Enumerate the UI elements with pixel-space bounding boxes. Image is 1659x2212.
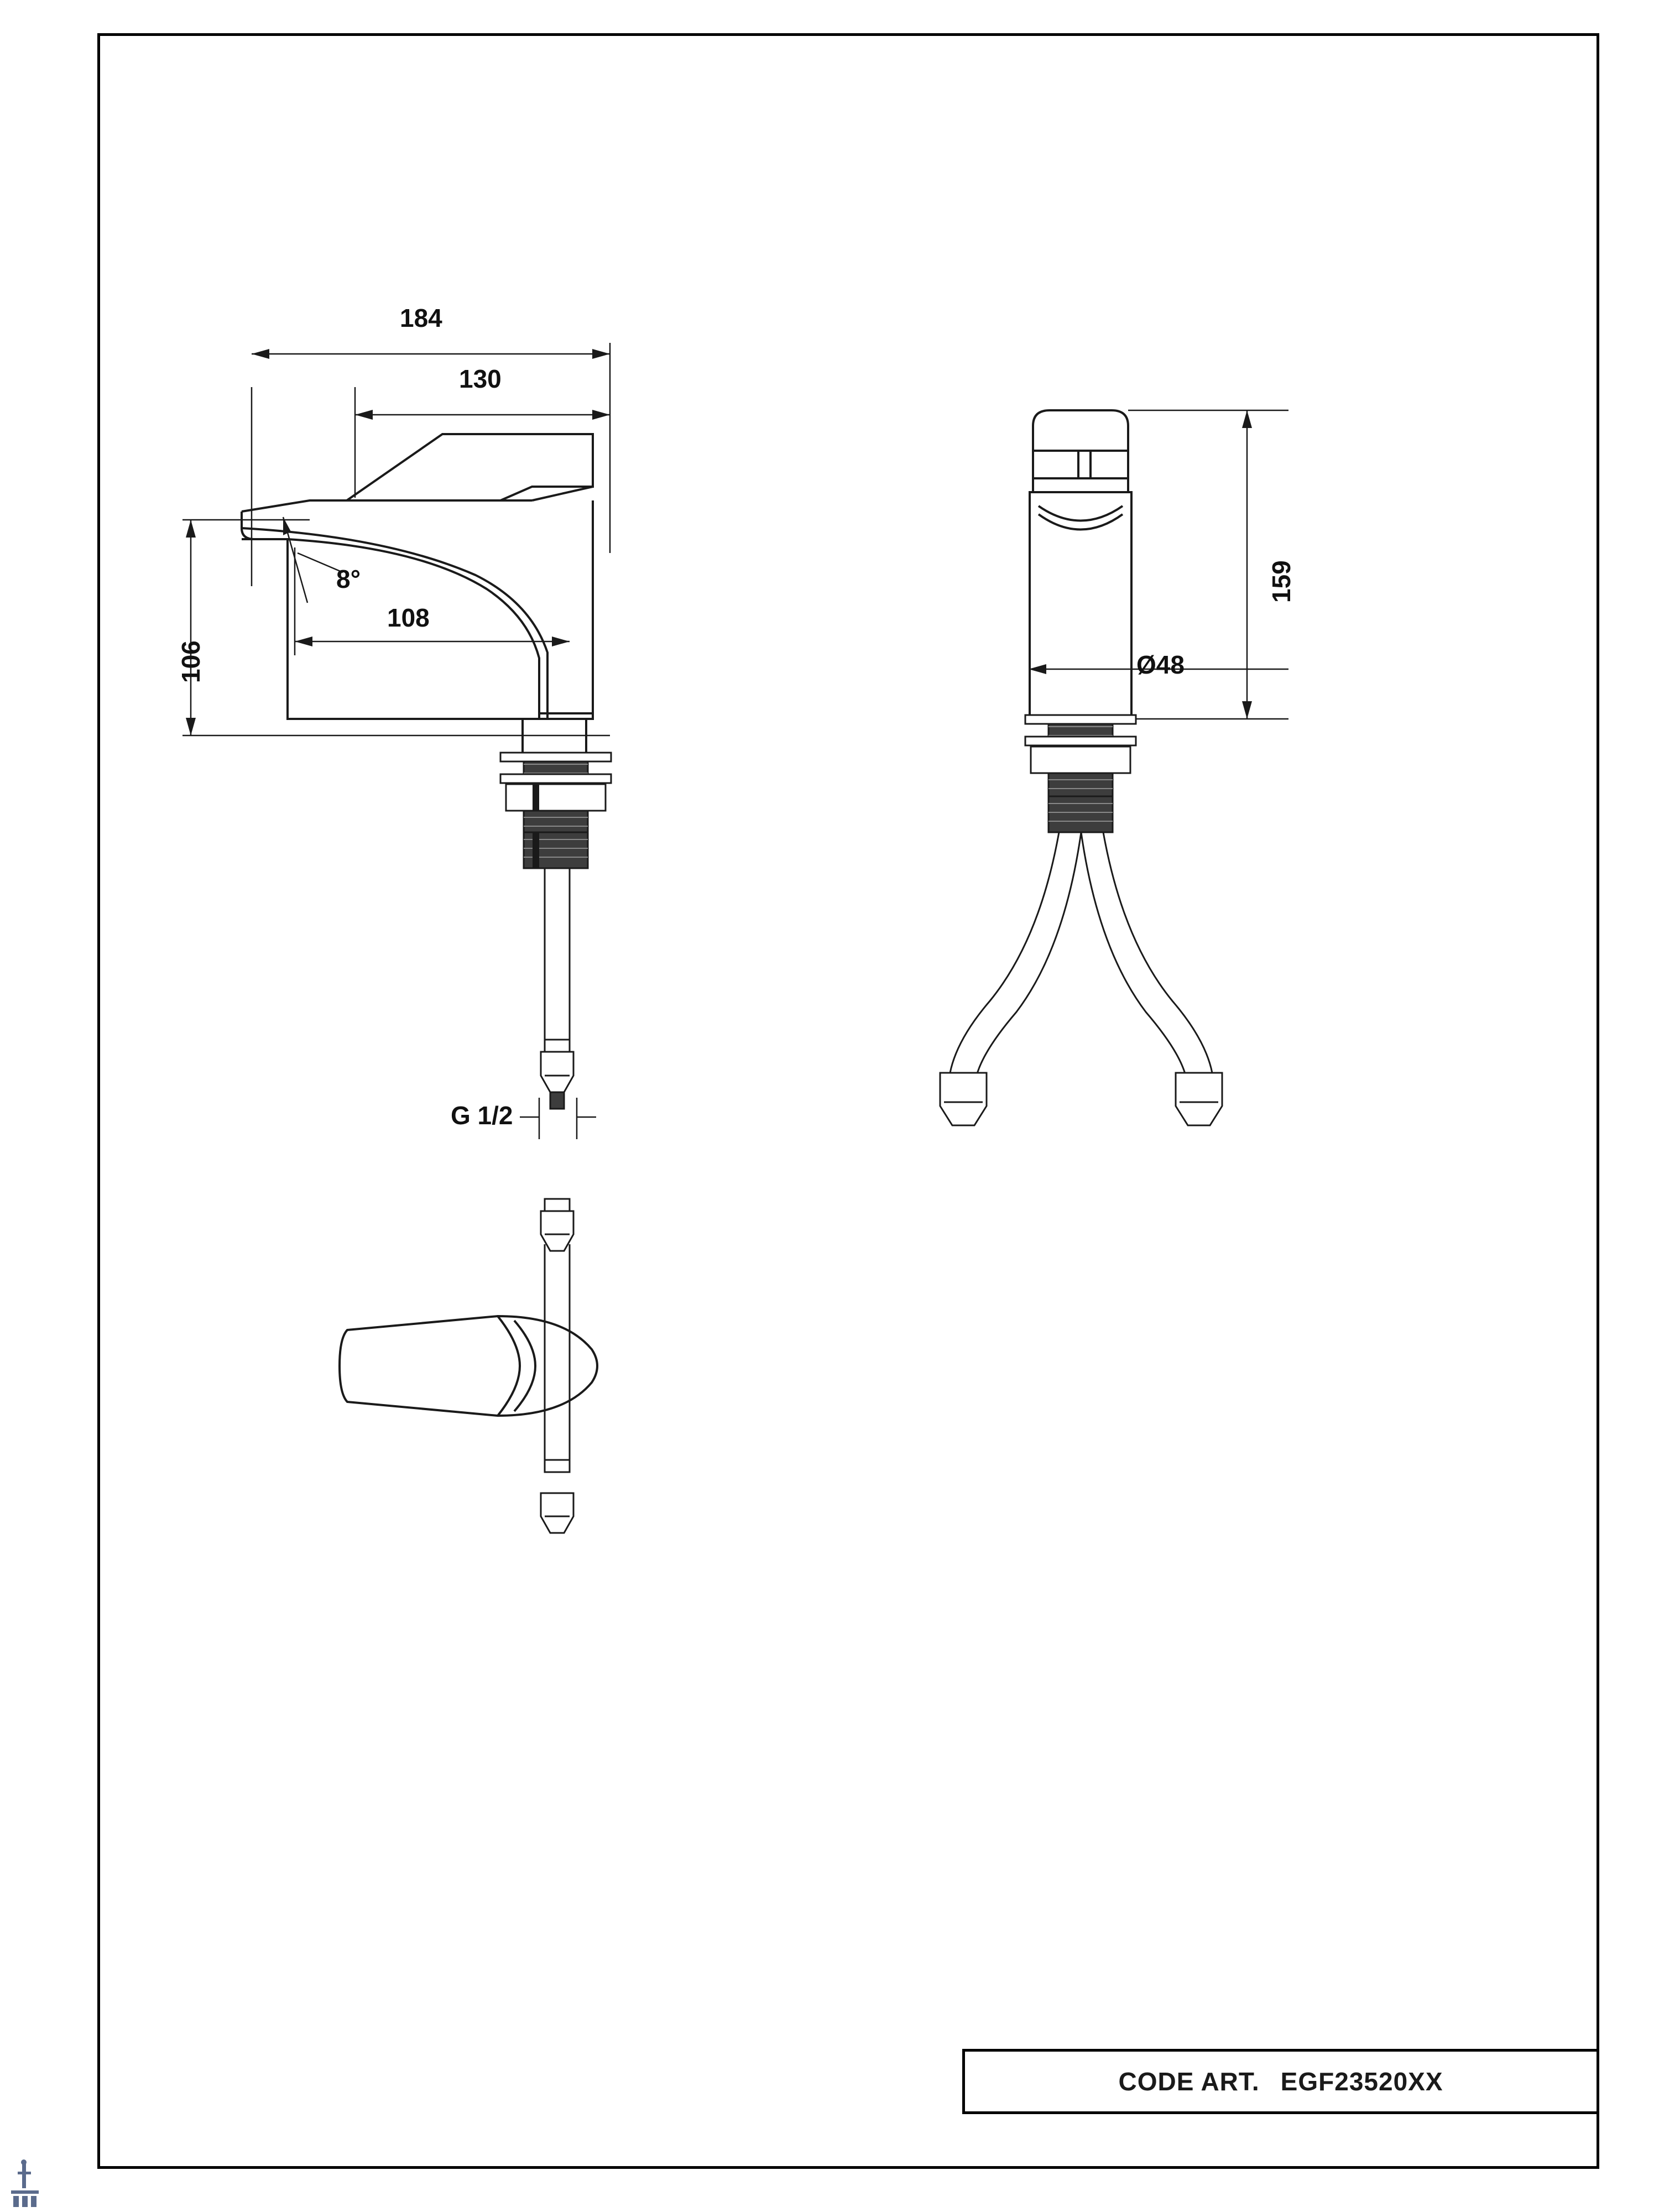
- dimension-184: [252, 343, 610, 586]
- title-block: [962, 2049, 1599, 2114]
- dimension-label-106: 106: [176, 640, 205, 683]
- view-plan-top: [340, 1199, 597, 1533]
- view-side-elevation: [940, 410, 1288, 1125]
- dimension-label-g12: G 1/2: [451, 1101, 513, 1130]
- threaded-shank-front: [500, 753, 611, 868]
- view-front-elevation: [182, 343, 611, 1139]
- code-art-value: EGF23520XX: [1280, 2067, 1443, 2096]
- supply-tube-front: [541, 868, 573, 1109]
- dimension-label-angle-8: 8°: [336, 565, 361, 593]
- company-logo-icon: [6, 2159, 44, 2208]
- dimension-130: [355, 387, 610, 498]
- dimension-label-diameter-48: Ø48: [1136, 650, 1185, 679]
- dimension-label-108: 108: [387, 603, 430, 632]
- threaded-shank-side: [1025, 715, 1136, 832]
- dimension-label-159: 159: [1267, 560, 1296, 603]
- dimension-label-130: 130: [459, 364, 502, 393]
- flexible-hoses-side: [940, 832, 1222, 1125]
- code-art-label: CODE ART.: [1118, 2067, 1260, 2096]
- dimension-angle-8: [283, 517, 343, 603]
- dimension-label-184: 184: [400, 304, 442, 332]
